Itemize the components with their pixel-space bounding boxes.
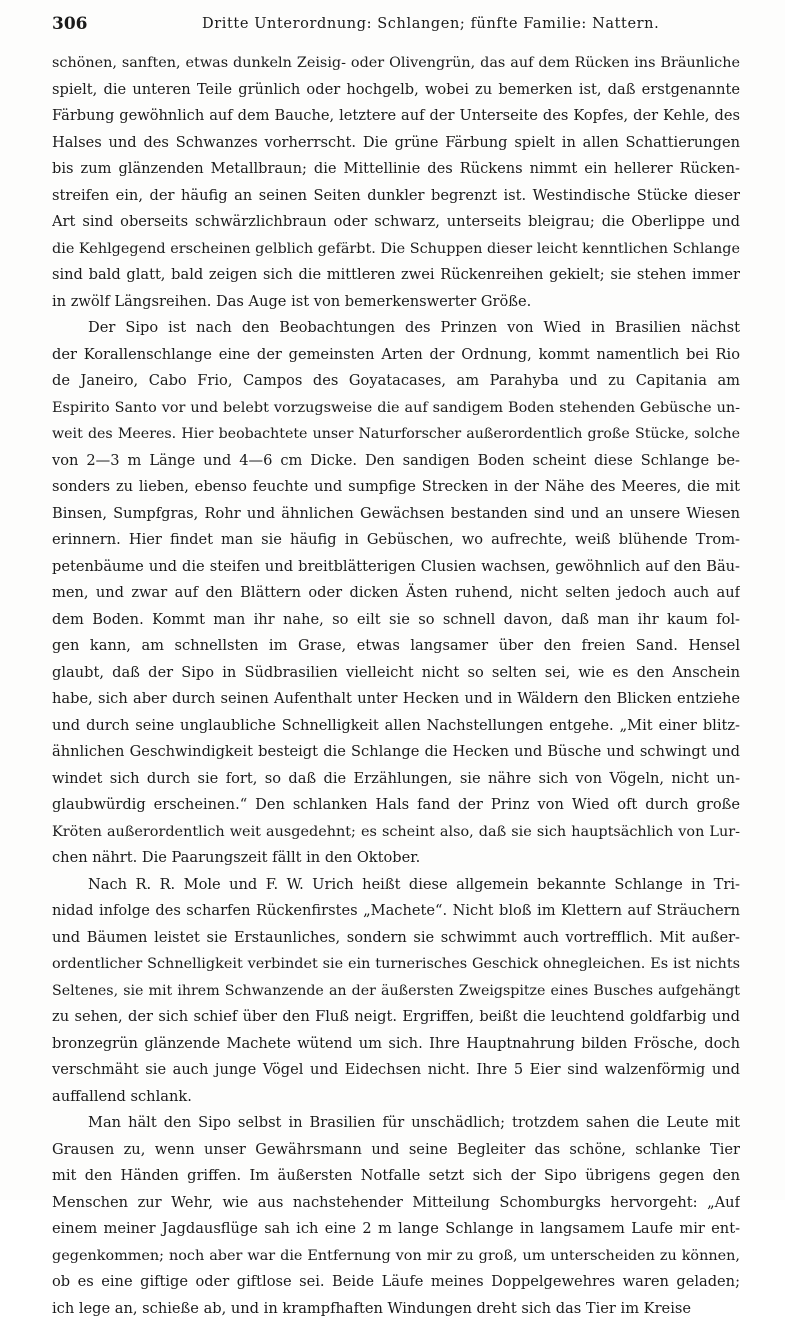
text-line: spielt, die unteren Teile grünlich oder hochgelb, wobei zu bemerken ist, daß erstgenannte bbox=[52, 77, 740, 104]
text-line: bis zum glänzenden Metallbraun; die Mittellinie des Rückens nimmt ein hellerer Rücken- bbox=[52, 156, 740, 183]
text-line: weit des Meeres. Hier beobachtete unser Naturforscher außerordentlich große Stücke, solche bbox=[52, 421, 740, 448]
text-line: Der Sipo ist nach den Beobachtungen des Prinzen von Wied in Brasilien nächst bbox=[52, 315, 740, 342]
text-line: zu sehen, der sich schief über den Fluß neigt. Ergriffen, beißt die leuchtend goldfarbig und bbox=[52, 1004, 740, 1031]
page-number: 306 bbox=[52, 14, 88, 34]
text-line: Grausen zu, wenn unser Gewährsmann und seine Begleiter das schöne, schlanke Tier bbox=[52, 1137, 740, 1164]
text-line: glaubwürdig erscheinen.“ Den schlanken Hals fand der Prinz von Wied oft durch große bbox=[52, 792, 740, 819]
text-line: und durch seine unglaubliche Schnelligkeit allen Nachstellungen entgehe. „Mit einer blitz- bbox=[52, 713, 740, 740]
text-line: petenbäume und die steifen und breitblätterigen Clusien wachsen, gewöhnlich auf den Bäu- bbox=[52, 554, 740, 581]
text-line: ähnlichen Geschwindigkeit besteigt die Schlange die Hecken und Büsche und schwingt und bbox=[52, 739, 740, 766]
text-line: und Bäumen leistet sie Erstaunliches, sondern sie schwimmt auch vortrefflich. Mit außer- bbox=[52, 925, 740, 952]
text-line: ob es eine giftige oder giftlose sei. Beide Läufe meines Doppelgewehres waren geladen; bbox=[52, 1269, 740, 1296]
text-line: chen nährt. Die Paarungszeit fällt in den Oktober. bbox=[52, 845, 740, 872]
text-line: die Kehlgegend erscheinen gelblich gefärbt. Die Schuppen dieser leicht kenntlichen Schlange bbox=[52, 236, 740, 263]
text-line: verschmäht sie auch junge Vögel und Eidechsen nicht. Ihre 5 Eier sind walzenförmig und bbox=[52, 1057, 740, 1084]
text-line: in zwölf Längsreihen. Das Auge ist von bemerkenswerter Größe. bbox=[52, 289, 740, 316]
text-line: erinnern. Hier findet man sie häufig in Gebüschen, wo aufrechte, weiß blühende Trom- bbox=[52, 527, 740, 554]
paragraph bbox=[52, 315, 740, 872]
text-line: bronzegrün glänzende Machete wütend um sich. Ihre Hauptnahrung bilden Frösche, doch bbox=[52, 1031, 740, 1058]
text-line: sonders zu lieben, ebenso feuchte und sumpfige Strecken in der Nähe des Meeres, die mit bbox=[52, 474, 740, 501]
text-line: habe, sich aber durch seinen Aufenthalt unter Hecken und in Wäldern den Blicken entziehe bbox=[52, 686, 740, 713]
text-line: gegenkommen; noch aber war die Entfernung von mir zu groß, um unterscheiden zu können, bbox=[52, 1243, 740, 1270]
text-line: einem meiner Jagdausflüge sah ich eine 2 m lange Schlange in langsamem Laufe mir ent- bbox=[52, 1216, 740, 1243]
text-line: der Korallenschlange eine der gemeinsten Arten der Ordnung, kommt namentlich bei Rio bbox=[52, 342, 740, 369]
text-line: dem Boden. Kommt man ihr nahe, so eilt sie so schnell davon, daß man ihr kaum fol- bbox=[52, 607, 740, 634]
text-line: Seltenes, sie mit ihrem Schwanzende an der äußersten Zweigspitze eines Busches aufgehängt bbox=[52, 978, 740, 1005]
text-line: Nach R. R. Mole und F. W. Urich heißt diese allgemein bekannte Schlange in Tri- bbox=[52, 872, 740, 899]
text-line: gen kann, am schnellsten im Grase, etwas langsamer über den freien Sand. Hensel bbox=[52, 633, 740, 660]
text-line: Halses und des Schwanzes vorherrscht. Die grüne Färbung spielt in allen Schattierungen bbox=[52, 130, 740, 157]
text-line: schönen, sanften, etwas dunkeln Zeisig- oder Olivengrün, das auf dem Rücken ins Bräunliche bbox=[52, 50, 740, 77]
text-line: Kröten außerordentlich weit ausgedehnt; es scheint also, daß sie sich hauptsächlich von Lur- bbox=[52, 819, 740, 846]
text-line: auffallend schlank. bbox=[52, 1084, 740, 1111]
text-line: Menschen zur Wehr, wie aus nachstehender Mitteilung Schomburgks hervorgeht: „Auf bbox=[52, 1190, 740, 1217]
paragraph bbox=[52, 50, 740, 315]
text-line: Man hält den Sipo selbst in Brasilien für unschädlich; trotzdem sahen die Leute mit bbox=[52, 1110, 740, 1137]
paragraph bbox=[52, 872, 740, 1111]
paragraph bbox=[52, 1110, 740, 1322]
text-line: glaubt, daß der Sipo in Südbrasilien vielleicht nicht so selten sei, wie es den Anschein bbox=[52, 660, 740, 687]
text-line: von 2—3 m Länge und 4—6 cm Dicke. Den sandigen Boden scheint diese Schlange be- bbox=[52, 448, 740, 475]
text-line: de Janeiro, Cabo Frio, Campos des Goyatacases, am Parahyba und zu Capitania am bbox=[52, 368, 740, 395]
text-line: streifen ein, der häufig an seinen Seiten dunkler begrenzt ist. Westindische Stücke dieser bbox=[52, 183, 740, 210]
text-line: Art sind oberseits schwärzlichbraun oder schwarz, unterseits bleigrau; die Oberlippe und bbox=[52, 209, 740, 236]
text-line: ich lege an, schieße ab, und in krampfhaften Windungen dreht sich das Tier im Kreise bbox=[52, 1296, 740, 1322]
text-line: sind bald glatt, bald zeigen sich die mittleren zwei Rückenreihen gekielt; sie stehen immer bbox=[52, 262, 740, 289]
text-line: Binsen, Sumpfgras, Rohr und ähnlichen Gewächsen bestanden sind und an unsere Wiesen bbox=[52, 501, 740, 528]
text-line: men, und zwar auf den Blättern oder dicken Ästen ruhend, nicht selten jedoch auch auf bbox=[52, 580, 740, 607]
body-text bbox=[52, 50, 740, 1322]
text-line: windet sich durch sie fort, so daß die Erzählungen, sie nähre sich von Vögeln, nicht un- bbox=[52, 766, 740, 793]
text-line: Färbung gewöhnlich auf dem Bauche, letztere auf der Unterseite des Kopfes, der Kehle, des bbox=[52, 103, 740, 130]
page-header bbox=[52, 14, 742, 38]
text-line: mit den Händen griffen. Im äußersten Notfalle setzt sich der Sipo übrigens gegen den bbox=[52, 1163, 740, 1190]
text-line: Espirito Santo vor und belebt vorzugsweise die auf sandigem Boden stehenden Gebüsche un- bbox=[52, 395, 740, 422]
text-line: ordentlicher Schnelligkeit verbindet sie ein turnerisches Geschick ohnegleichen. Es ist nichts bbox=[52, 951, 740, 978]
text-line: nidad infolge des scharfen Rückenfirstes „Machete“. Nicht bloß im Klettern auf Sträuchern bbox=[52, 898, 740, 925]
running-head: Dritte Unterordnung: Schlangen; fünfte Familie: Nattern. bbox=[202, 16, 659, 32]
